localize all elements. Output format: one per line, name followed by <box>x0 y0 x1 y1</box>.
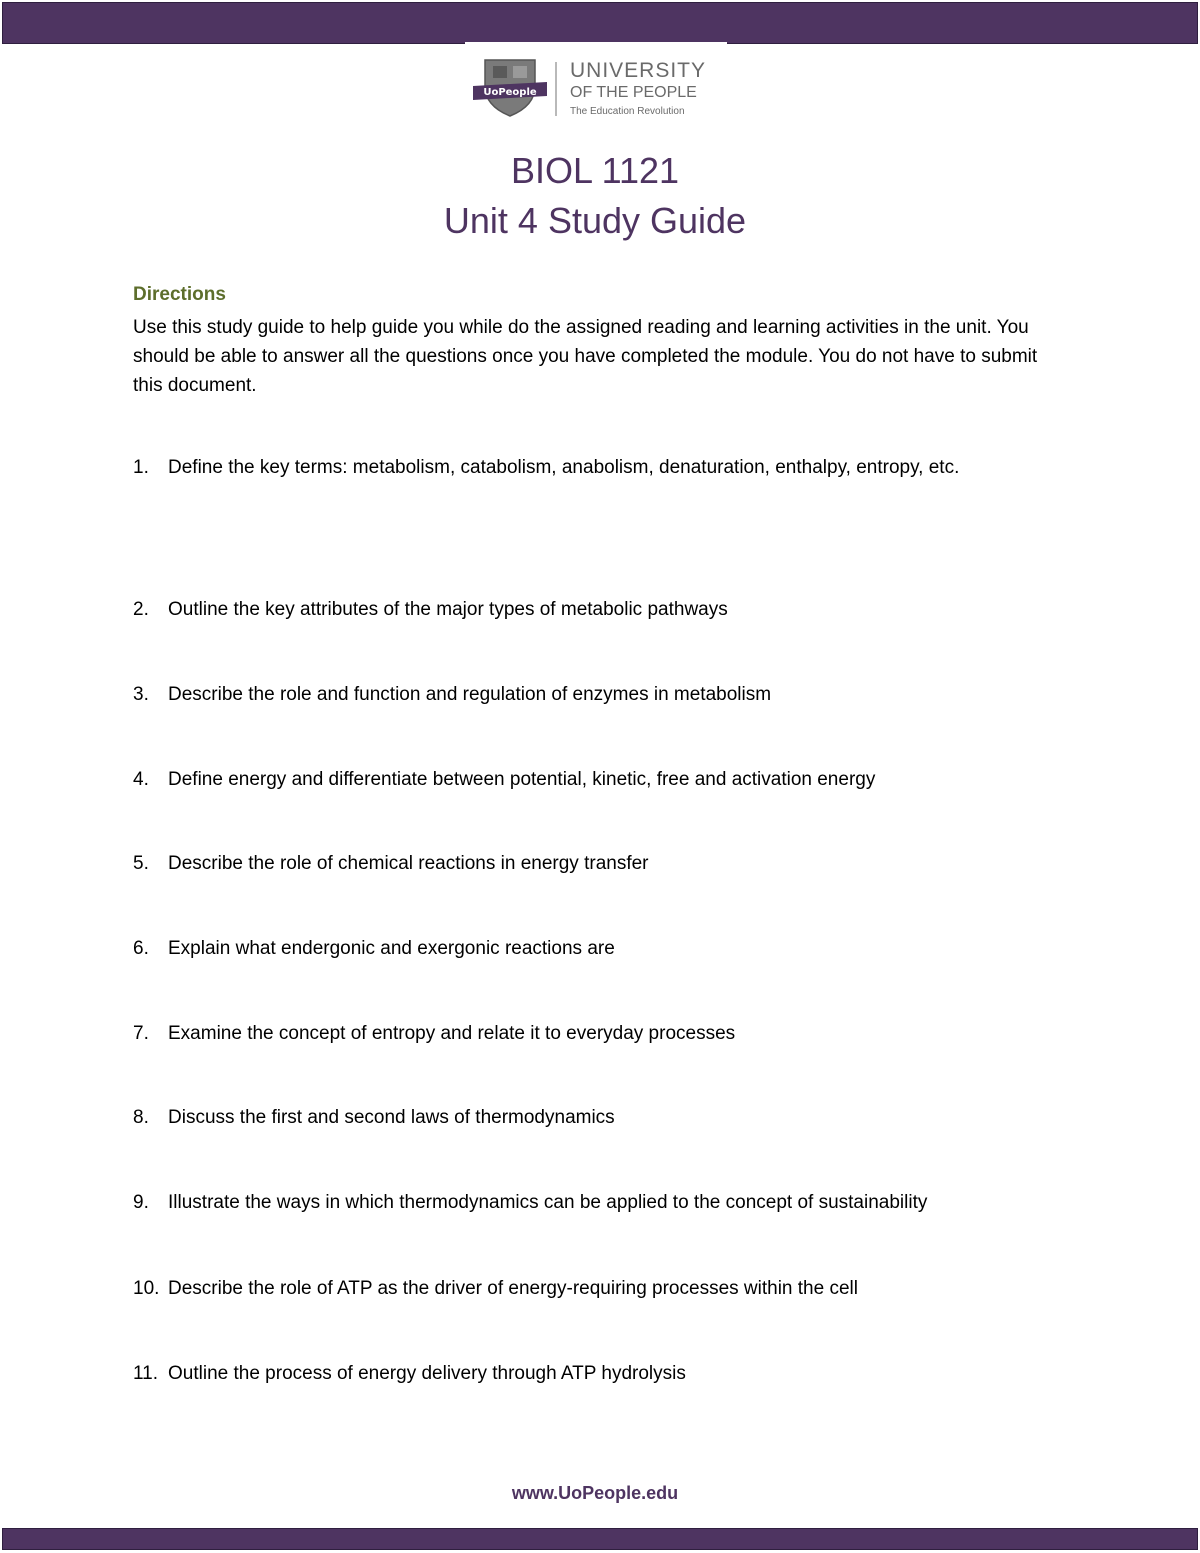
badge-text: UoPeople <box>483 87 537 98</box>
question-item <box>133 1090 1063 1146</box>
question-number: 6. <box>133 938 149 959</box>
study-guide-title: Unit 4 Study Guide <box>443 200 747 241</box>
logo-wordmark <box>570 60 706 118</box>
question-number: 8. <box>133 1107 149 1128</box>
question-text: Explain what endergonic and exergonic reactions are <box>168 938 615 959</box>
question-item <box>133 1006 1063 1062</box>
question-item <box>133 440 1063 496</box>
question-text: Define the key terms: metabolism, catabolism, anabolism, denaturation, enthalpy, entropy, etc. <box>168 457 960 478</box>
question-number: 5. <box>133 853 149 874</box>
question-item <box>133 1261 1063 1317</box>
question-number: 9. <box>133 1192 149 1213</box>
directions-text: Use this study guide to help guide you while do the assigned reading and learning activities in the unit. You should be able to answer all the questions once you have completed the module. You do not have to submit this document. <box>133 317 1038 396</box>
logo-line-university: UNIVERSITY <box>570 59 707 82</box>
question-item <box>133 582 1063 638</box>
course-code-title: BIOL 1121 <box>510 150 680 191</box>
question-text: Examine the concept of entropy and relate it to everyday processes <box>168 1023 736 1044</box>
question-number: 11. <box>133 1363 159 1384</box>
logo-tagline: The Education Revolution <box>570 106 685 117</box>
question-text: Describe the role of ATP as the driver of energy-requiring processes within the cell <box>168 1278 858 1299</box>
question-item <box>133 667 1063 723</box>
logo-line-of-the-people: OF THE PEOPLE <box>570 84 697 101</box>
question-text: Discuss the first and second laws of thermodynamics <box>168 1107 615 1128</box>
question-text: Illustrate the ways in which thermodynamics can be applied to the concept of sustainability <box>168 1192 928 1213</box>
logo-divider <box>555 62 557 116</box>
bottom-banner-bar <box>2 1528 1198 1550</box>
question-number: 3. <box>133 684 149 705</box>
question-text: Outline the key attributes of the major types of metabolic pathways <box>168 599 728 620</box>
question-number: 4. <box>133 769 149 790</box>
question-number: 1. <box>133 457 149 478</box>
question-item <box>133 921 1063 977</box>
question-item <box>133 836 1063 892</box>
question-number: 2. <box>133 599 149 620</box>
question-item <box>133 1175 1063 1231</box>
top-banner-bar <box>2 2 1198 44</box>
question-item <box>133 752 1063 808</box>
question-text: Describe the role of chemical reactions in energy transfer <box>168 853 649 874</box>
question-item <box>133 1346 1063 1402</box>
question-text: Define energy and differentiate between potential, kinetic, free and activation energy <box>168 769 876 790</box>
question-number: 10. <box>133 1278 160 1299</box>
question-text: Outline the process of energy delivery through ATP hydrolysis <box>168 1363 686 1384</box>
shield-crest-icon <box>471 56 549 118</box>
question-number: 7. <box>133 1023 149 1044</box>
university-logo <box>465 42 727 132</box>
question-text: Describe the role and function and regulation of enzymes in metabolism <box>168 684 772 705</box>
footer-website-link[interactable]: www.UoPeople.edu <box>511 1483 679 1503</box>
directions-heading: Directions <box>133 284 226 305</box>
